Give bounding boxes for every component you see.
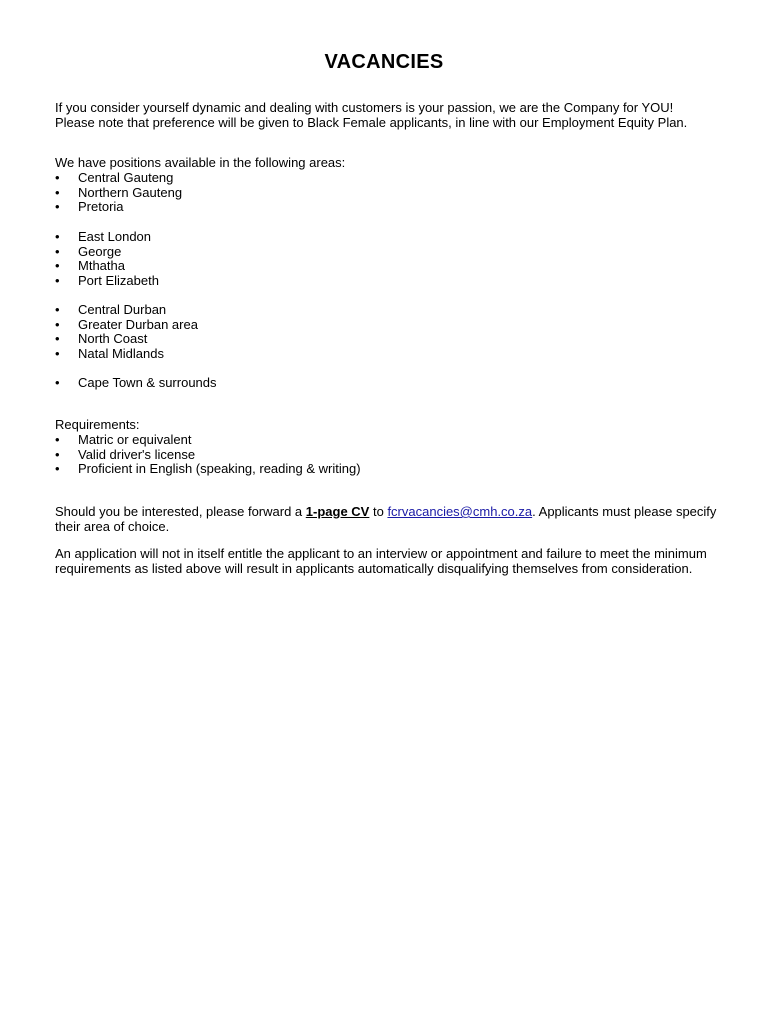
- list-item: [55, 245, 728, 260]
- list-item: [55, 318, 728, 333]
- bullet-icon: •: [55, 170, 60, 185]
- bullet-icon: •: [55, 345, 60, 361]
- area-name: Cape Town & surrounds: [78, 375, 217, 390]
- list-item: [55, 376, 728, 391]
- bullet-icon: •: [55, 258, 60, 274]
- list-item: [55, 332, 728, 347]
- list-item: [55, 347, 728, 362]
- bullet-icon: •: [55, 461, 60, 477]
- bullet-icon: •: [55, 243, 60, 259]
- bullet-icon: •: [55, 316, 60, 332]
- list-item: [55, 259, 728, 274]
- area-group-kwazulu-natal: [55, 303, 728, 361]
- disclaimer-paragraph: An application will not in itself entitle the applicant to an interview or appointment and failure to meet the minimum requirements as listed above will result in applicants automatically disqualifying themselves from consideration.: [55, 546, 707, 576]
- requirements-list: [55, 433, 728, 477]
- bullet-icon: •: [55, 229, 60, 244]
- list-item: [55, 186, 728, 201]
- bullet-icon: •: [55, 272, 60, 288]
- intro-paragraph: [55, 101, 728, 130]
- page-title: VACANCIES: [324, 51, 444, 73]
- cv-requirement: 1-page CV: [305, 504, 370, 519]
- areas-heading: We have positions available in the following areas:: [55, 155, 346, 170]
- list-item: [55, 230, 728, 245]
- intro-line-2: Please note that preference will be given to Black Female applicants, in line with our Employment Equity Plan.: [55, 114, 688, 130]
- bullet-icon: •: [55, 432, 60, 447]
- list-item: [55, 171, 728, 186]
- email-link[interactable]: fcrvacancies@cmh.co.za: [387, 504, 533, 519]
- area-name: Mthatha: [78, 258, 125, 274]
- bullet-icon: •: [55, 331, 60, 347]
- bullet-icon: •: [55, 446, 60, 462]
- area-name: Central Gauteng: [78, 170, 174, 185]
- area-group-eastern-cape: [55, 230, 728, 288]
- area-name: Port Elizabeth: [78, 272, 159, 288]
- list-item: [55, 200, 728, 215]
- list-item: [55, 462, 728, 477]
- area-name: North Coast: [78, 331, 148, 347]
- list-item: [55, 274, 728, 289]
- requirement-text: Proficient in English (speaking, reading & writing): [78, 461, 361, 477]
- area-name: George: [78, 243, 122, 259]
- area-name: Northern Gauteng: [78, 184, 183, 200]
- area-name: Greater Durban area: [78, 316, 198, 332]
- area-name: Central Durban: [78, 302, 167, 317]
- intro-line-1: If you consider yourself dynamic and dealing with customers is your passion, we are the Company for YOU!: [55, 100, 674, 115]
- list-item: [55, 448, 728, 463]
- requirement-text: Matric or equivalent: [78, 432, 192, 447]
- bullet-icon: •: [55, 199, 60, 215]
- application-paragraph: [55, 505, 728, 534]
- bullet-icon: •: [55, 375, 60, 390]
- requirements-heading: Requirements:: [55, 417, 140, 432]
- list-item: [55, 433, 728, 448]
- bullet-icon: •: [55, 302, 60, 317]
- area-group-gauteng: [55, 171, 728, 215]
- area-name: Natal Midlands: [78, 345, 164, 361]
- list-item: [55, 303, 728, 318]
- application-middle: to: [369, 504, 388, 519]
- requirement-text: Valid driver's license: [78, 446, 196, 462]
- bullet-icon: •: [55, 184, 60, 200]
- area-name: Pretoria: [78, 199, 124, 215]
- area-group-western-cape: [55, 376, 728, 391]
- application-suffix: . Applicants must please specify their area of choice.: [55, 504, 717, 534]
- application-prefix: Should you be interested, please forward a: [55, 504, 306, 519]
- area-name: East London: [78, 229, 152, 244]
